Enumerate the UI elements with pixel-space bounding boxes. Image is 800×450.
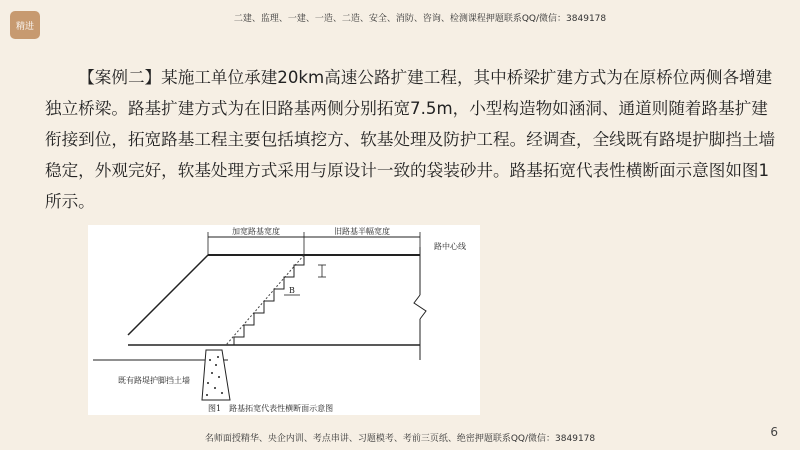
case-paragraph: 【案例二】某施工单位承建20km高速公路扩建工程，其中桥梁扩建方式为在原桥位两侧各增建独立桥梁。路基扩建方式为在旧路基两侧分别拓宽7.5m，小型构造物如涵洞、通道则随着路基扩建衔接到位，拓宽路基工程主要包括填挖方、软基处理及防护工程。经调查，全线既有路堤护脚挡土墙稳定，外观完好，软基处理方式采用与原设计一致的袋装砂井。路基拓宽代表性横断面示意图如图1所示。 [45, 68, 776, 211]
label-wall: 既有路堤护脚挡土墙 [118, 376, 190, 385]
cross-section-diagram [88, 225, 480, 415]
retaining-wall [202, 350, 230, 400]
old-slope-dashed [226, 255, 304, 345]
benching-steps [234, 255, 304, 345]
centerline-break [414, 295, 426, 319]
label-old-half-width: 旧路基半幅宽度 [334, 227, 390, 236]
logo-text: 精进 [15, 21, 34, 32]
cross-section-figure [88, 225, 480, 415]
figure-caption: 图1 路基拓宽代表性横断面示意图 [208, 404, 334, 413]
new-slope-line [128, 255, 208, 335]
footer-contact-text: 名师面授精华、央企内训、考点串讲、习题模考、考前三页纸、绝密押题联系QQ/微信：3849178 [204, 434, 596, 444]
label-centerline: 路中心线 [434, 242, 466, 251]
label-b: B [289, 286, 295, 295]
label-widen-width: 加宽路基宽度 [232, 227, 280, 236]
header-contact-text: 二建、监理、一建、一造、二造、安全、消防、咨询、检测课程押题联系QQ/微信：3849178 [233, 14, 607, 24]
page-number: 6 [770, 425, 778, 439]
